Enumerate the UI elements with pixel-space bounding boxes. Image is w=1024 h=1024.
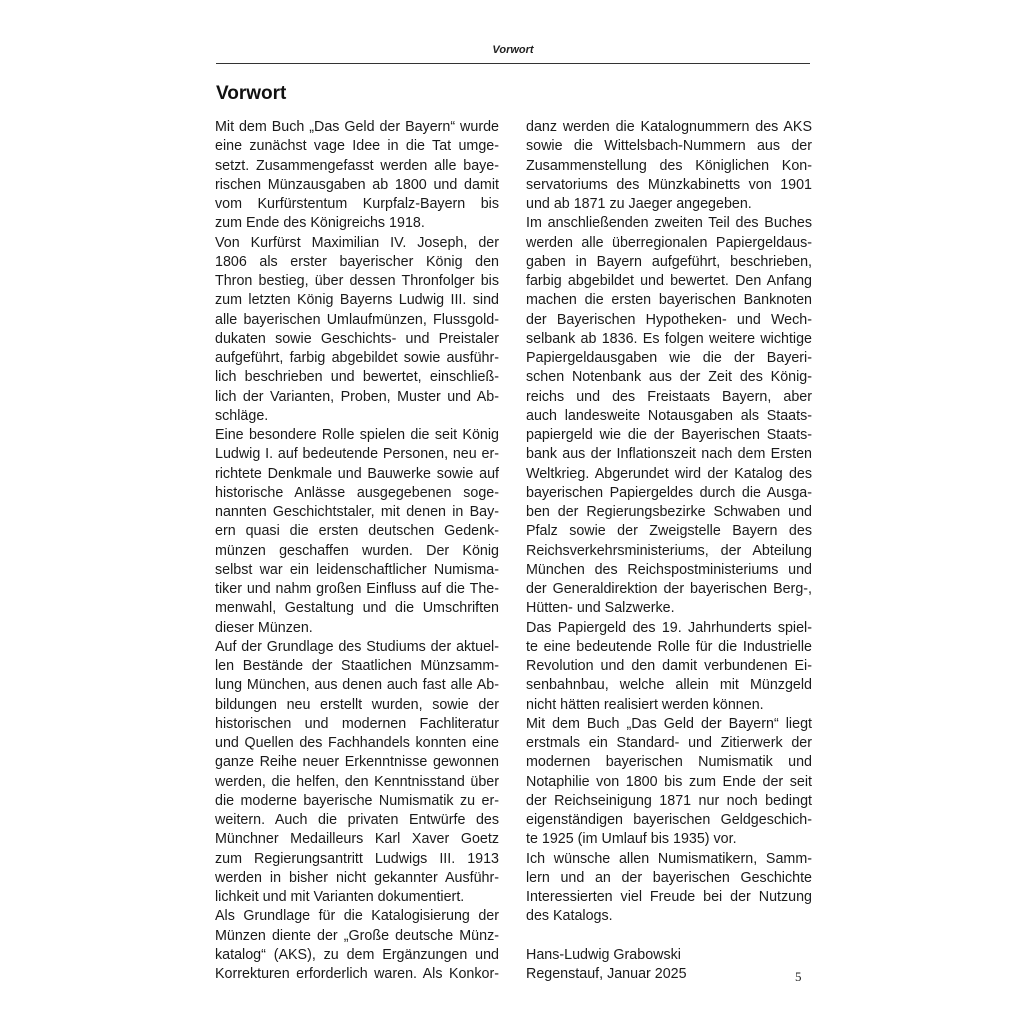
text-line: der Bayerischen Hypotheken- und Wech- (526, 311, 812, 328)
text-line: werden, die helfen, den Kenntnisstand über (215, 773, 499, 790)
text-line: auch landesweite Notausgaben als Staats- (526, 407, 812, 424)
paragraph (215, 638, 499, 908)
text-line: Mit dem Buch „Das Geld der Bayern“ liegt (526, 715, 812, 732)
text-line: bildungen neu erstellt wurden, sowie der (215, 696, 499, 713)
text-line: rischen Münzausgaben ab 1800 und damit (215, 176, 499, 193)
text-line: gaben in Bayern aufgeführt, beschrieben, (526, 253, 812, 270)
text-line: tiker und nahm großen Einfluss auf die The- (215, 581, 499, 597)
text-line: Als Grundlage für die Katalogisierung der (215, 908, 499, 925)
text-line: werden in bisher nicht gekannter Ausführ- (215, 869, 499, 886)
paragraph (215, 234, 499, 427)
text-line: historischen und modernen Fachliteratur (215, 715, 499, 732)
text-line: alle bayerischen Umlaufmünzen, Flussgold- (215, 311, 499, 328)
signature-gap (526, 927, 812, 946)
text-line: des Katalogs. (526, 908, 613, 925)
text-line: Mit dem Buch „Das Geld der Bayern“ wurde (215, 119, 499, 135)
text-line: weitern. Auch die privaten Entwürfe des (215, 812, 499, 828)
text-line: münzen geschaffen wurden. Der König (215, 542, 499, 559)
text-line: Reichsverkehrsministeriums, der Abteilung (526, 542, 812, 559)
signature-block (526, 946, 812, 985)
text-line: te eine bedeutende Rolle für die Industrielle (526, 638, 812, 655)
paragraph (215, 426, 499, 638)
text-line: Pfalz sowie der Zweigstelle Bayern des (526, 523, 812, 540)
text-line: senbahnbau, welche allein mit Münzgeld (526, 677, 812, 694)
text-line: modernen bayerischen Numismatik und (526, 754, 812, 771)
paragraph (215, 907, 499, 984)
text-line: München des Reichspostministeriums und (526, 561, 812, 578)
text-line: lern und an der bayerischen Geschichte (526, 869, 812, 886)
text-line: lich der Varianten, Proben, Muster und Ab- (215, 388, 499, 405)
text-line: katalog“ (AKS), zu dem Ergänzungen und (215, 946, 499, 963)
text-line: schen Notenbank aus der Zeit des König- (526, 369, 812, 386)
text-line: Zusammenstellung des Königlichen Kon- (526, 157, 812, 174)
text-line: historische Anlässe ausgegebenen soge- (215, 484, 499, 501)
text-line: zum Ende des Königreichs 1918. (215, 215, 425, 232)
signature-place-date: Regenstauf, Januar 2025 (526, 966, 687, 982)
text-line: Münzen diente der „Große deutsche Münz- (215, 927, 499, 944)
text-line: Münchner Medailleurs Karl Xaver Goetz (215, 831, 499, 848)
paragraph (526, 118, 812, 214)
paragraph (526, 715, 812, 850)
text-line: dukaten sowie Geschichts- und Preistaler (215, 330, 499, 347)
page-number: 5 (795, 969, 802, 984)
text-line: aufgeführt, farbig abgebildet sowie ausführ- (215, 350, 499, 366)
text-line: Auf der Grundlage des Studiums der aktuel- (215, 638, 499, 655)
text-line: ern quasi die ersten deutschen Gedenk- (215, 523, 499, 540)
text-line: farbig abgebildet und bewertet. Den Anfang (526, 273, 812, 289)
text-line: lich beschrieben und bewertet, einschließ- (215, 369, 499, 386)
text-line: eigenständigen bayerischen Geldgeschich- (526, 812, 812, 828)
right-column-text (526, 118, 812, 927)
text-line: Ludwig I. auf bedeutende Personen, neu er- (215, 446, 499, 463)
text-line: danz werden die Katalognummern des AKS (526, 119, 812, 135)
text-line: der Reichseinigung 1871 nur noch bedingt (526, 792, 812, 809)
running-header: Vorwort (492, 44, 534, 56)
text-line: sowie die Wittelsbach-Nummern aus der (526, 138, 812, 155)
text-line: eine zunächst vage Idee in die Tat umge- (215, 138, 499, 155)
text-line: te 1925 (im Umlauf bis 1935) vor. (526, 831, 737, 848)
text-line: 1806 als erster bayerischer König den (215, 253, 499, 270)
paragraph (215, 118, 499, 234)
text-line: Im anschließenden zweiten Teil des Buches (526, 215, 812, 232)
text-line: die moderne bayerische Numismatik zu er- (215, 792, 499, 809)
text-line: Eine besondere Rolle spielen die seit König (215, 427, 499, 443)
text-line: zum letzten König Bayerns Ludwig III. sind (215, 292, 499, 309)
text-line: Weltkrieg. Abgerundet wird der Katalog des (526, 465, 812, 482)
text-line: len Bestände der Staatlichen Münzsamm- (215, 658, 499, 674)
text-line: vom Kurfürstentum Kurpfalz-Bayern bis (215, 196, 499, 212)
text-line: Revolution und den damit verbundenen Ei- (526, 658, 812, 674)
text-line: und Quellen des Fachhandels konnten eine (215, 735, 499, 751)
text-line: Hütten- und Salzwerke. (526, 600, 675, 617)
text-line: nannten Geschichtstaler, mit denen in Bay- (215, 504, 499, 520)
paragraph (526, 850, 812, 927)
text-line: der Generaldirektion der bayerischen Berg-, (526, 581, 812, 597)
paragraph (526, 214, 812, 618)
text-line: ganze Reihe neuer Erkenntnisse gewonnen (215, 754, 499, 771)
text-line: Papiergeldausgaben wie die der Bayeri- (526, 350, 812, 366)
page-title: Vorwort (216, 83, 287, 104)
signature-author: Hans-Ludwig Grabowski (526, 946, 681, 963)
text-line: Notaphilie von 1800 bis zum Ende der seit (526, 773, 812, 790)
text-line: menwahl, Gestaltung und die Umschriften (215, 600, 499, 617)
text-line: nicht hätten realisiert werden können. (526, 696, 764, 713)
text-line: Ich wünsche allen Numismatikern, Samm- (526, 850, 812, 867)
text-line: servatoriums des Münzkabinetts von 1901 (526, 176, 812, 193)
text-line: setzt. Zusammengefasst werden alle baye- (215, 157, 499, 174)
text-line: Das Papiergeld des 19. Jahrhunderts spiel- (526, 619, 812, 636)
text-line: Interessierten viel Freude bei der Nutzung (526, 889, 812, 905)
text-line: ben der Regierungsbezirke Schwaben und (526, 504, 812, 520)
text-line: selbank ab 1836. Es folgen weitere wichtige (526, 330, 812, 347)
text-line: werden alle überregionalen Papiergeldaus- (526, 234, 812, 251)
text-line: bayerischen Papiergeldes durch die Ausga- (526, 484, 812, 501)
text-line: Von Kurfürst Maximilian IV. Joseph, der (215, 234, 499, 251)
text-line: und ab 1871 zu Jaeger angegeben. (526, 196, 752, 212)
text-line: machen die ersten bayerischen Banknoten (526, 292, 812, 309)
left-column (215, 118, 499, 984)
text-line: richtete Denkmale und Bauwerke sowie auf (215, 465, 499, 482)
text-line: selbst war ein leidenschaftlicher Numisma- (215, 561, 499, 578)
text-line: lichkeit und mit Varianten dokumentiert. (215, 889, 465, 905)
text-line: zum Regierungsantritt Ludwigs III. 1913 (215, 850, 499, 867)
text-line: dieser Münzen. (215, 619, 313, 636)
text-line: Korrekturen erforderlich waren. Als Konkor- (215, 966, 499, 982)
header-rule (216, 63, 810, 64)
paragraph (526, 619, 812, 715)
text-line: Thron bestieg, über dessen Thronfolger bis (215, 273, 499, 289)
text-line: schläge. (215, 407, 269, 424)
text-line: bank aus der Inflationszeit nach dem Ersten (526, 446, 812, 463)
right-column (526, 118, 812, 984)
text-line: lung München, aus denen auch fast alle Ab- (215, 677, 499, 694)
text-line: erstmals ein Standard- und Zitierwerk der (526, 735, 812, 751)
text-line: papiergeld wie die der Bayerischen Staats- (526, 427, 812, 443)
text-line: reichs und des Freistaats Bayern, aber (526, 388, 812, 405)
